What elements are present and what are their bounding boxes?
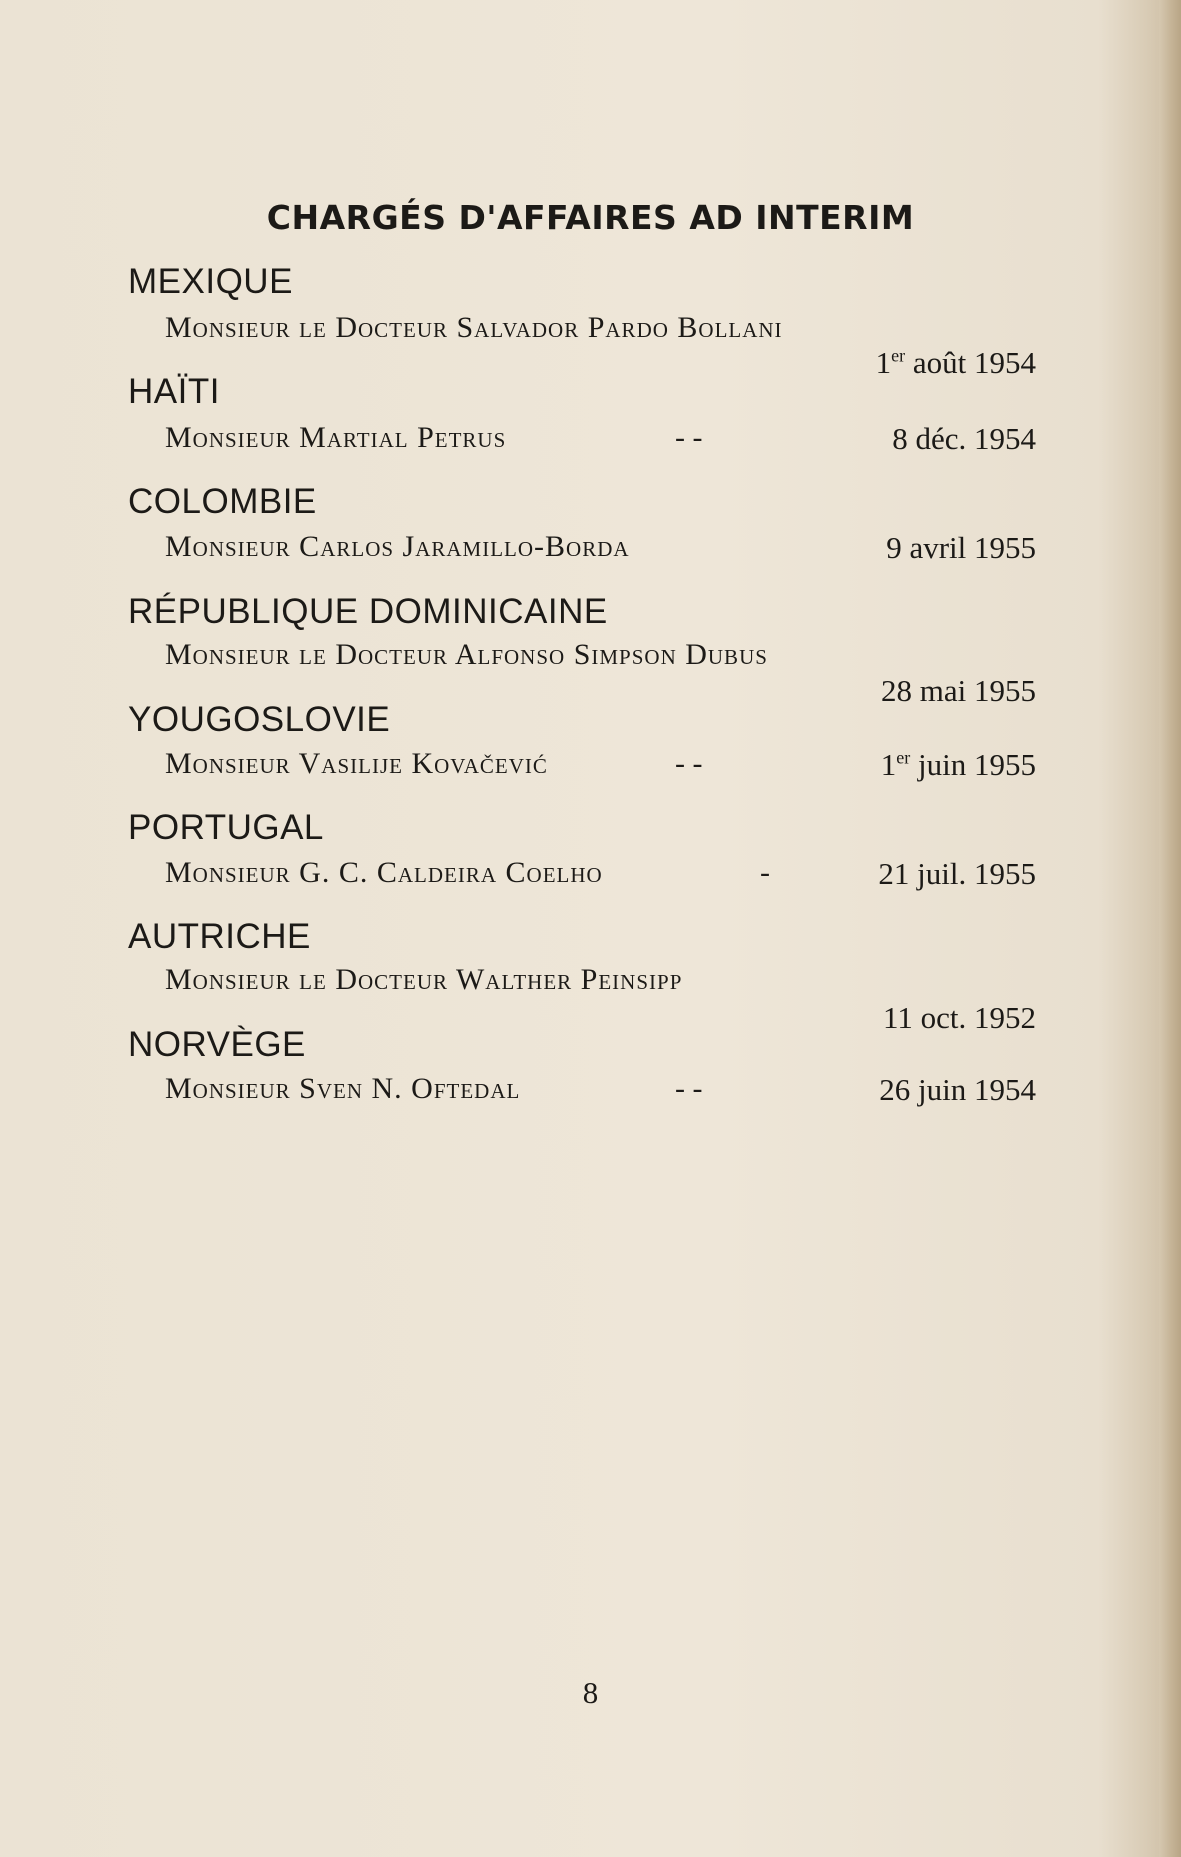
page-title: CHARGÉS D'AFFAIRES AD INTERIM [266,198,915,237]
page-number: 8 [582,1675,599,1710]
country-portugal: PORTUGAL [128,808,324,847]
person-yougoslavie: Monsieur Vasilije Kovačević [165,747,548,780]
person-norvege: Monsieur Sven N. Oftedal [165,1072,521,1105]
date-portugal: 21 juil. 1955 [878,856,1036,891]
date-colombie: 9 avril 1955 [886,530,1036,565]
date-autriche: 11 oct. 1952 [883,1000,1036,1035]
country-norvege: NORVÈGE [128,1025,306,1064]
date-text: juin 1955 [918,747,1036,782]
country-autriche: AUTRICHE [128,917,311,956]
person-autriche: Monsieur le Docteur Walther Peinsipp [165,963,683,996]
country-colombie: COLOMBIE [128,482,317,521]
leader-dashes: - - [675,421,703,454]
date-superscript: er [896,747,911,768]
person-colombie: Monsieur Carlos Jaramillo-Borda [165,530,630,563]
leader-dashes: - [760,856,770,889]
date-norvege: 26 juin 1954 [879,1072,1036,1107]
person-portugal: Monsieur G. C. Caldeira Coelho [165,856,603,889]
person-haiti: Monsieur Martial Petrus [165,421,507,454]
date-yougoslavie [881,747,1036,783]
date-republique-dominicaine: 28 mai 1955 [881,673,1036,708]
date-prefix: 1 [875,345,892,380]
leader-dashes: - - [675,1072,703,1105]
date-mexique [876,345,1036,381]
country-republique-dominicaine: RÉPUBLIQUE DOMINICAINE [128,592,608,631]
date-haiti: 8 déc. 1954 [892,421,1036,456]
date-superscript: er [891,345,906,366]
person-republique-dominicaine: Monsieur le Docteur Alfonso Simpson Dubus [165,638,768,671]
leader-dashes: - - [675,747,703,780]
person-mexique: Monsieur le Docteur Salvador Pardo Bollanı [165,311,783,344]
country-haiti: HAÏTI [128,372,220,411]
date-prefix: 1 [880,747,897,782]
country-yougoslavie: YOUGOSLOVIE [128,700,391,739]
page-edge [1159,0,1181,1857]
date-text: août 1954 [912,345,1036,380]
country-mexique: MEXIQUE [128,262,293,301]
